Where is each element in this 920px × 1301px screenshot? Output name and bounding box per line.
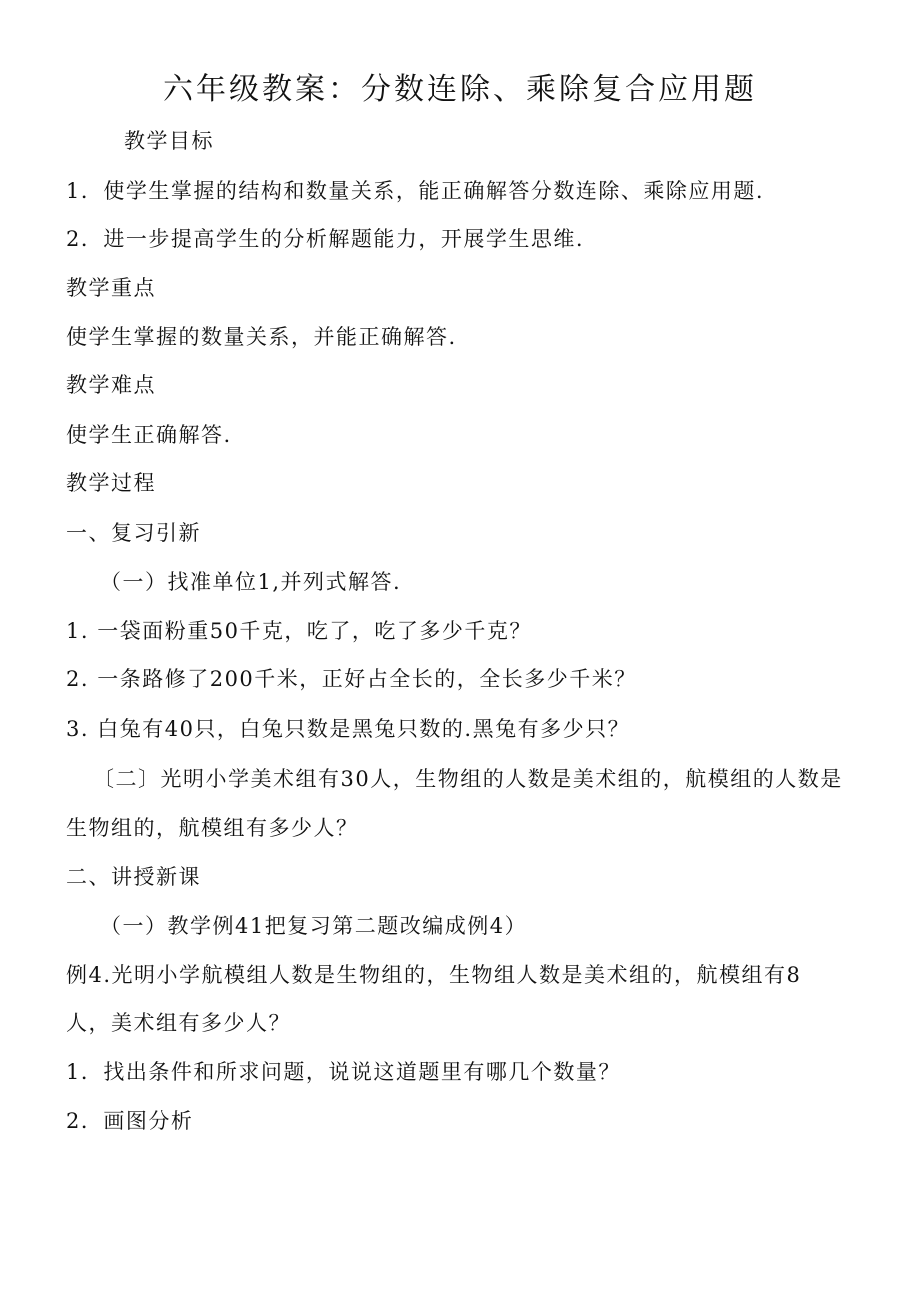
section-new-lesson: 二、讲授新课 [66, 865, 201, 889]
example-4-line-1: 例4.光明小学航模组人数是生物组的，生物组人数是美术组的，航模组有8 [66, 963, 802, 987]
section-review: 一、复习引新 [66, 521, 201, 545]
review-question-3: 3. 白兔有40只，白兔只数是黑兔只数的.黑兔有多少只？ [66, 717, 631, 741]
new-lesson-part-1-heading: （一）教学例41把复习第二题改编成例4） [100, 914, 528, 938]
review-question-1: 1. 一袋面粉重50千克，吃了，吃了多少千克？ [66, 619, 532, 643]
heading-key-points: 教学重点 [66, 276, 156, 300]
heading-teaching-objectives: 教学目标 [124, 129, 214, 153]
heading-teaching-process: 教学过程 [66, 471, 156, 495]
objective-2: 2．进一步提高学生的分析解题能力，开展学生思维. [66, 227, 585, 251]
heading-difficulties: 教学难点 [66, 373, 156, 397]
review-part-2-line-1: 〔二〕光明小学美术组有30人，生物组的人数是美术组的，航模组的人数是 [93, 767, 843, 791]
document-title: 六年级教案：分数连除、乘除复合应用题 [163, 72, 757, 107]
review-part-1-heading: （一）找准单位1,并列式解答. [100, 570, 402, 594]
step-1: 1．找出条件和所求问题，说说这道题里有哪几个数量？ [66, 1060, 621, 1084]
step-2: 2．画图分析 [66, 1109, 194, 1133]
review-question-2: 2. 一条路修了200千米，正好占全长的，全长多少千米？ [66, 667, 637, 691]
difficulty-text: 使学生正确解答. [66, 423, 232, 447]
example-4-line-2: 人，美术组有多少人？ [66, 1011, 291, 1035]
objective-1: 1．使学生掌握的结构和数量关系，能正确解答分数连除、乘除应用题. [66, 179, 765, 203]
review-part-2-line-2: 生物组的，航模组有多少人？ [66, 816, 359, 840]
key-point-text: 使学生掌握的数量关系，并能正确解答. [66, 325, 457, 349]
